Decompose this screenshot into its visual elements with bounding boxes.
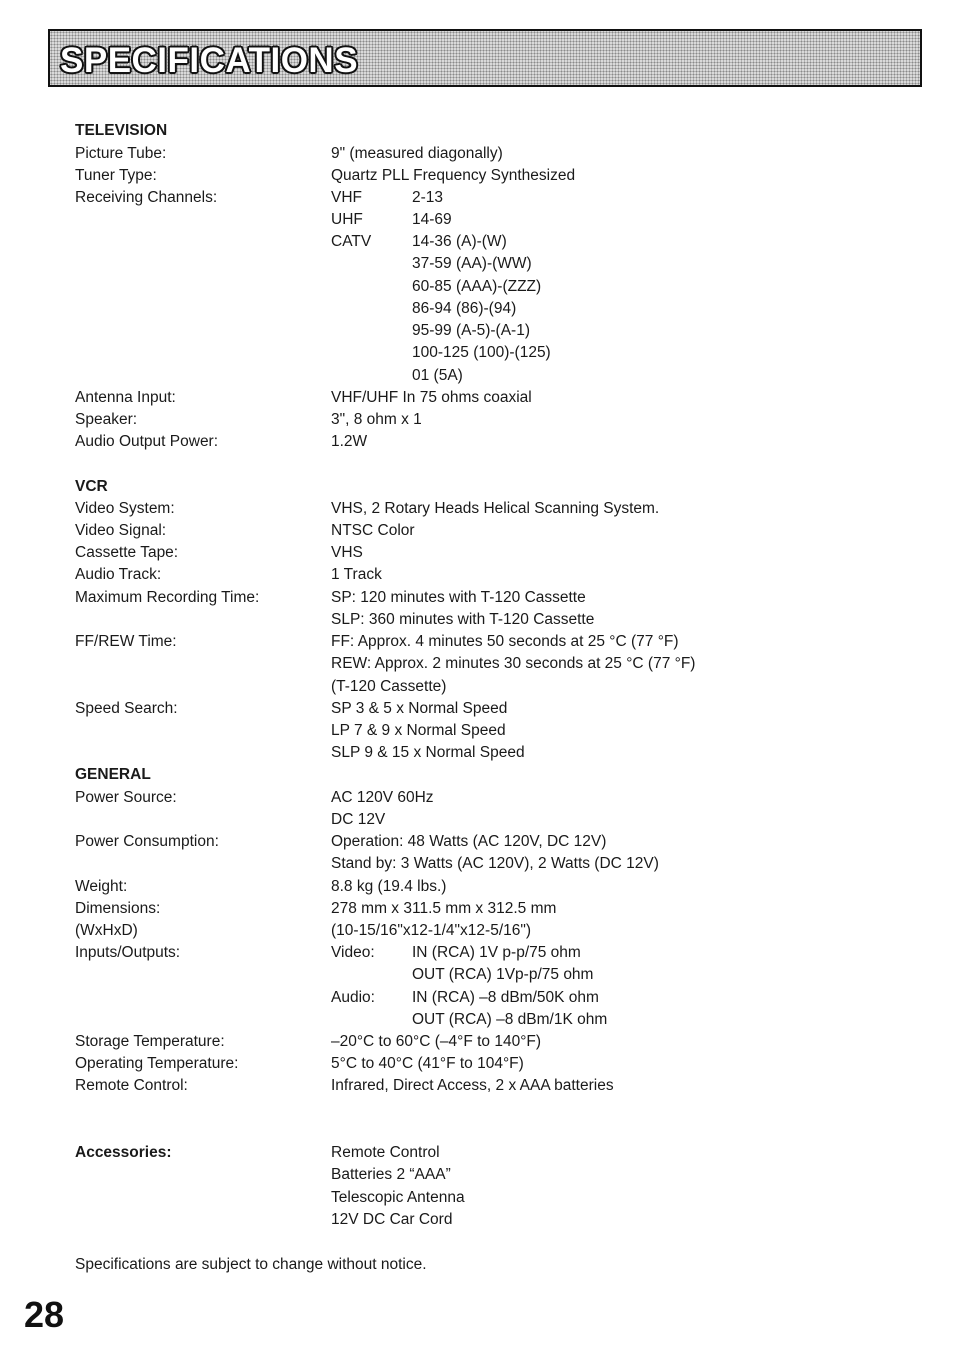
- spec-value: Batteries 2 “AAA”: [331, 1166, 451, 1183]
- spec-label: Video Signal:: [75, 522, 167, 539]
- spec-value: 60-85 (AAA)-(ZZZ): [412, 278, 542, 295]
- spec-value: Infrared, Direct Access, 2 x AAA batteries: [331, 1077, 614, 1094]
- spec-label: Video System:: [75, 500, 175, 517]
- spec-value: OUT (RCA) –8 dBm/1K ohm: [412, 1011, 608, 1028]
- spec-value: 1.2W: [331, 433, 368, 450]
- spec-label: Tuner Type:: [75, 167, 157, 184]
- spec-value: 86-94 (86)-(94): [412, 300, 517, 317]
- spec-label: Picture Tube:: [75, 145, 167, 162]
- spec-value: Quartz PLL Frequency Synthesized: [331, 167, 576, 184]
- spec-value: CATV: [331, 233, 372, 250]
- spec-value: 100-125 (100)-(125): [412, 344, 551, 361]
- spec-label: Audio Output Power:: [75, 433, 219, 450]
- section-heading: VCR: [75, 478, 108, 495]
- spec-value: UHF: [331, 211, 363, 228]
- spec-value: Telescopic Antenna: [331, 1189, 465, 1206]
- spec-value: VHF/UHF In 75 ohms coaxial: [331, 389, 532, 406]
- spec-value: AC 120V 60Hz: [331, 789, 434, 806]
- spec-label: Power Consumption:: [75, 833, 219, 850]
- section-heading: Accessories:: [75, 1144, 172, 1161]
- spec-value: DC 12V: [331, 811, 386, 828]
- spec-value: SLP 9 & 15 x Normal Speed: [331, 744, 525, 761]
- spec-value: 01 (5A): [412, 367, 463, 384]
- spec-value: IN (RCA) –8 dBm/50K ohm: [412, 989, 599, 1006]
- spec-value: IN (RCA) 1V p-p/75 ohm: [412, 944, 581, 961]
- spec-label: Receiving Channels:: [75, 189, 218, 206]
- spec-value: Remote Control: [331, 1144, 440, 1161]
- section-heading: TELEVISION: [75, 122, 168, 139]
- spec-value: REW: Approx. 2 minutes 30 seconds at 25 °C (77 °F): [331, 655, 696, 672]
- spec-value: (T-120 Cassette): [331, 678, 447, 695]
- spec-value: 2-13: [412, 189, 444, 206]
- title-banner: [48, 29, 922, 87]
- spec-value: Audio:: [331, 989, 375, 1006]
- spec-value: FF: Approx. 4 minutes 50 seconds at 25 °C (77 °F): [331, 633, 679, 650]
- spec-value: 278 mm x 311.5 mm x 312.5 mm: [331, 900, 557, 917]
- spec-value: VHS, 2 Rotary Heads Helical Scanning System.: [331, 500, 660, 517]
- spec-value: 12V DC Car Cord: [331, 1211, 453, 1228]
- spec-label: FF/REW Time:: [75, 633, 177, 650]
- spec-label: Inputs/Outputs:: [75, 944, 181, 961]
- spec-label: Cassette Tape:: [75, 544, 179, 561]
- spec-label: Speaker:: [75, 411, 138, 428]
- section-heading: GENERAL: [75, 766, 151, 783]
- spec-label: Power Source:: [75, 789, 177, 806]
- spec-value: 1 Track: [331, 566, 382, 583]
- spec-value: LP 7 & 9 x Normal Speed: [331, 722, 506, 739]
- spec-value: Video:: [331, 944, 375, 961]
- spec-value: SP 3 & 5 x Normal Speed: [331, 700, 508, 717]
- spec-label: Operating Temperature:: [75, 1055, 239, 1072]
- spec-label: Remote Control:: [75, 1077, 188, 1094]
- page-number: 28: [24, 1294, 65, 1335]
- spec-label: Audio Track:: [75, 566, 162, 583]
- spec-value: VHF: [331, 189, 362, 206]
- spec-label: Dimensions:: [75, 900, 161, 917]
- spec-value: 3", 8 ohm x 1: [331, 411, 422, 428]
- spec-value: 14-69: [412, 211, 452, 228]
- spec-value: 95-99 (A-5)-(A-1): [412, 322, 530, 339]
- spec-label: Speed Search:: [75, 700, 178, 717]
- spec-value: 8.8 kg (19.4 lbs.): [331, 878, 447, 895]
- spec-value: SLP: 360 minutes with T-120 Cassette: [331, 611, 595, 628]
- footer-note: Specifications are subject to change without notice.: [75, 1256, 427, 1273]
- spec-value: (10-15/16"x12-1/4"x12-5/16"): [331, 922, 532, 939]
- spec-label: (WxHxD): [75, 922, 138, 939]
- spec-label: Storage Temperature:: [75, 1033, 225, 1050]
- spec-value: Operation: 48 Watts (AC 120V, DC 12V): [331, 833, 607, 850]
- spec-value: 5°C to 40°C (41°F to 104°F): [331, 1055, 524, 1072]
- spec-value: –20°C to 60°C (–4°F to 140°F): [331, 1033, 542, 1050]
- page-title: SPECIFICATIONS: [60, 41, 359, 80]
- spec-value: 9" (measured diagonally): [331, 145, 503, 162]
- spec-value: NTSC Color: [331, 522, 415, 539]
- spec-value: Stand by: 3 Watts (AC 120V), 2 Watts (DC 12V): [331, 855, 659, 872]
- spec-value: 14-36 (A)-(W): [412, 233, 507, 250]
- spec-value: VHS: [331, 544, 363, 561]
- spec-label: Antenna Input:: [75, 389, 176, 406]
- spec-value: SP: 120 minutes with T-120 Cassette: [331, 589, 586, 606]
- spec-value: 37-59 (AA)-(WW): [412, 255, 532, 272]
- spec-value: OUT (RCA) 1Vp-p/75 ohm: [412, 966, 594, 983]
- spec-label: Weight:: [75, 878, 128, 895]
- spec-label: Maximum Recording Time:: [75, 589, 260, 606]
